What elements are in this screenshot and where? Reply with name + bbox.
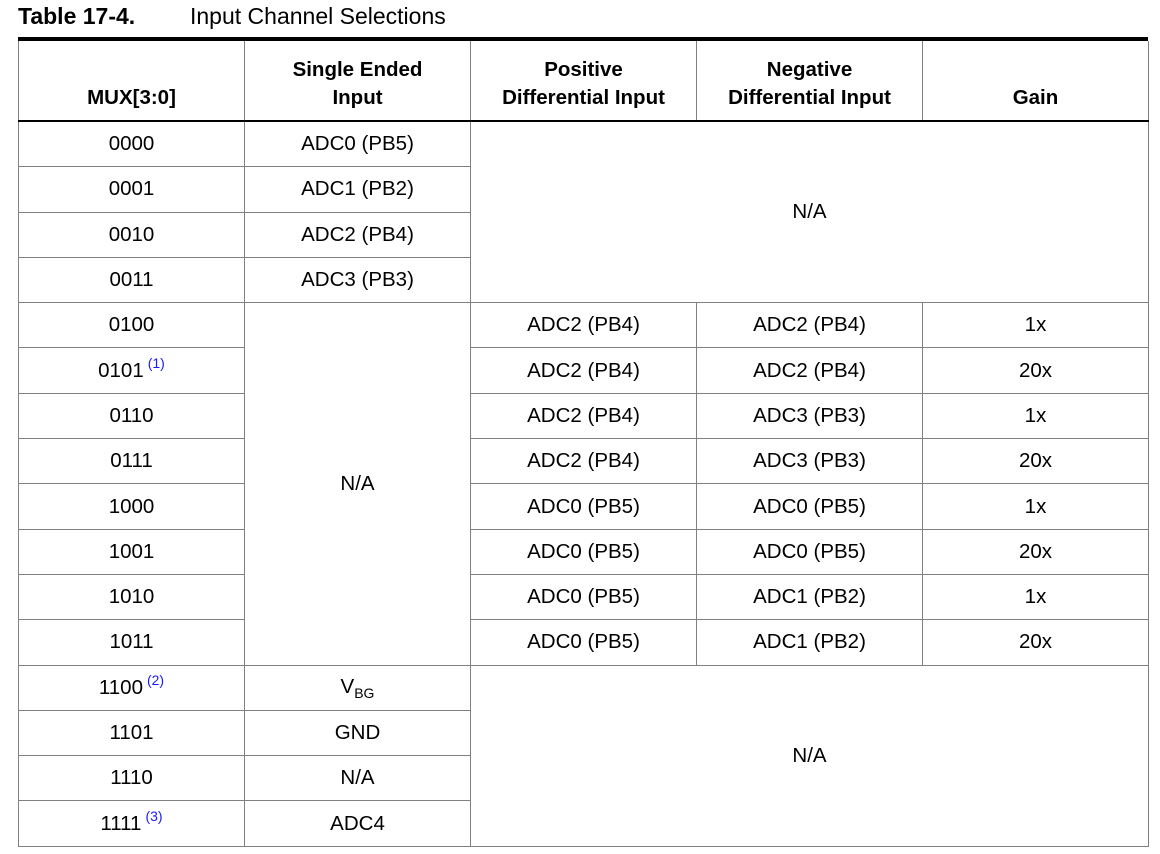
- footnote-link[interactable]: (1): [147, 354, 165, 371]
- neg-cell: ADC3 (PB3): [697, 393, 923, 438]
- mux-cell: 1101: [19, 710, 245, 755]
- table-row: [19, 348, 1149, 393]
- header-mux: MUX[3:0]: [19, 41, 245, 121]
- input-channel-table: [18, 41, 1149, 847]
- header-single-ended: Single Ended Input: [245, 41, 471, 121]
- pos-cell: ADC0 (PB5): [471, 620, 697, 665]
- mux-cell: 0111: [19, 439, 245, 484]
- gain-cell: 1x: [923, 574, 1149, 619]
- neg-cell: ADC0 (PB5): [697, 529, 923, 574]
- mux-cell: 1001: [19, 529, 245, 574]
- footnote-link[interactable]: (3): [145, 807, 163, 824]
- gain-cell: 1x: [923, 303, 1149, 348]
- neg-cell: ADC1 (PB2): [697, 620, 923, 665]
- diff-na-cell: N/A: [471, 665, 1149, 846]
- table-row: [19, 393, 1149, 438]
- single-cell: ADC1 (PB2): [245, 167, 471, 212]
- table-row: [19, 439, 1149, 484]
- single-cell: N/A: [245, 756, 471, 801]
- neg-cell: ADC2 (PB4): [697, 303, 923, 348]
- single-cell: ADC0 (PB5): [245, 121, 471, 167]
- single-cell: $V_{BG}$: [245, 665, 471, 710]
- single-cell: ADC2 (PB4): [245, 212, 471, 257]
- mux-cell: 0100: [19, 303, 245, 348]
- table-row: [19, 665, 1149, 710]
- mux-cell: 0010: [19, 212, 245, 257]
- diff-na-cell: N/A: [471, 121, 1149, 303]
- mux-cell: 1111 $^{(3)}$: [19, 801, 245, 846]
- table-row: [19, 484, 1149, 529]
- header-row: [19, 41, 1149, 121]
- mux-cell: 1100 $^{(2)}$: [19, 665, 245, 710]
- pos-cell: ADC2 (PB4): [471, 439, 697, 484]
- footnote-link[interactable]: (2): [146, 671, 165, 688]
- single-cell: ADC4: [245, 801, 471, 846]
- mux-cell: 0001: [19, 167, 245, 212]
- gain-cell: 20x: [923, 529, 1149, 574]
- single-cell: GND: [245, 710, 471, 755]
- single-cell: ADC3 (PB3): [245, 257, 471, 302]
- mux-cell: 0011: [19, 257, 245, 302]
- mux-cell: 1110: [19, 756, 245, 801]
- pos-cell: ADC2 (PB4): [471, 348, 697, 393]
- table-row: [19, 574, 1149, 619]
- pos-cell: ADC2 (PB4): [471, 303, 697, 348]
- neg-cell: ADC2 (PB4): [697, 348, 923, 393]
- header-negative-diff: Negative Differential Input: [697, 41, 923, 121]
- header-positive-diff: Positive Differential Input: [471, 41, 697, 121]
- table-number: Table 17-4.: [18, 3, 136, 29]
- gain-cell: 20x: [923, 439, 1149, 484]
- mux-cell: 1000: [19, 484, 245, 529]
- mux-cell: 0110: [19, 393, 245, 438]
- gain-cell: 1x: [923, 393, 1149, 438]
- gain-cell: 20x: [923, 620, 1149, 665]
- pos-cell: ADC0 (PB5): [471, 529, 697, 574]
- header-gain: Gain: [923, 41, 1149, 121]
- mux-cell: 0000: [19, 121, 245, 167]
- neg-cell: ADC0 (PB5): [697, 484, 923, 529]
- gain-cell: 1x: [923, 484, 1149, 529]
- pos-cell: ADC0 (PB5): [471, 574, 697, 619]
- pos-cell: ADC2 (PB4): [471, 393, 697, 438]
- mux-cell: 0101 $^{(1)}$: [19, 348, 245, 393]
- single-na-cell: N/A: [245, 303, 471, 665]
- table-row: [19, 529, 1149, 574]
- table-row: [19, 620, 1149, 665]
- neg-cell: ADC3 (PB3): [697, 439, 923, 484]
- table-title: Input Channel Selections: [190, 3, 446, 29]
- table-row: [19, 303, 1149, 348]
- pos-cell: ADC0 (PB5): [471, 484, 697, 529]
- mux-cell: 1010: [19, 574, 245, 619]
- table-caption: [18, 0, 446, 32]
- neg-cell: ADC1 (PB2): [697, 574, 923, 619]
- table-row: [19, 121, 1149, 167]
- gain-cell: 20x: [923, 348, 1149, 393]
- mux-cell: 1011: [19, 620, 245, 665]
